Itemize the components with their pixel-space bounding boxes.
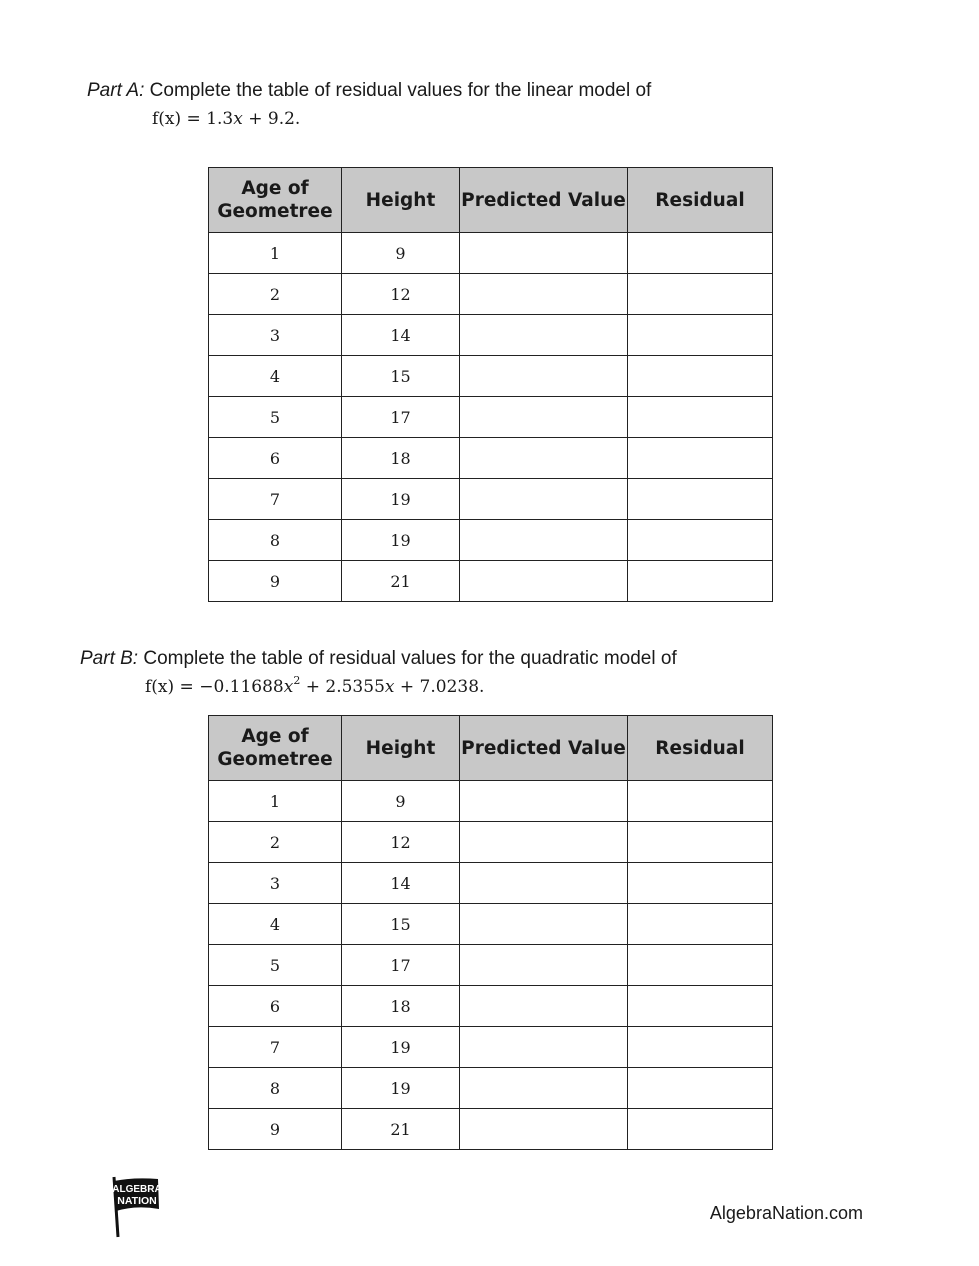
height-cell: 9 — [342, 233, 460, 274]
logo-text-line1: ALGEBRA — [112, 1184, 162, 1195]
age-cell: 9 — [209, 1109, 342, 1150]
age-cell: 4 — [209, 904, 342, 945]
height-cell: 15 — [342, 356, 460, 397]
header-age-line1: Age of — [241, 178, 309, 199]
header-age-line1: Age of — [241, 726, 309, 747]
predicted-value-cell[interactable] — [460, 904, 628, 945]
header-residual: Residual — [628, 168, 773, 233]
site-url: AlgebraNation.com — [709, 1203, 863, 1223]
predicted-value-cell[interactable] — [460, 1109, 628, 1150]
height-cell: 21 — [342, 561, 460, 602]
table-row — [209, 397, 773, 438]
predicted-value-cell[interactable] — [460, 822, 628, 863]
part-a-text: Complete the table of residual values for the linear model of — [149, 80, 652, 101]
predicted-value-cell[interactable] — [460, 520, 628, 561]
table-row — [209, 438, 773, 479]
header-height: Height — [342, 716, 460, 781]
table-row — [209, 1027, 773, 1068]
predicted-value-cell[interactable] — [460, 356, 628, 397]
table-row — [209, 561, 773, 602]
table-row — [209, 274, 773, 315]
part-b-text: Complete the table of residual values for the quadratic model of — [143, 648, 677, 669]
predicted-value-cell[interactable] — [460, 274, 628, 315]
residual-cell[interactable] — [628, 1027, 773, 1068]
part-b-prompt — [80, 647, 677, 671]
logo-text-line2: NATION — [117, 1195, 157, 1207]
residual-cell[interactable] — [628, 863, 773, 904]
part-b-formula-mid: + 2.5355 — [300, 677, 385, 697]
height-cell: 18 — [342, 986, 460, 1027]
age-cell: 7 — [209, 479, 342, 520]
part-b-formula-rhs: + 7.0238. — [394, 677, 485, 697]
part-b-formula-var: x — [283, 677, 294, 697]
part-a-formula-var: x — [233, 109, 243, 129]
age-cell: 9 — [209, 561, 342, 602]
age-cell: 2 — [209, 274, 342, 315]
height-cell: 12 — [342, 274, 460, 315]
age-cell: 8 — [209, 1068, 342, 1109]
part-b-formula-exp: 2 — [293, 674, 301, 687]
header-predicted: Predicted Value — [460, 168, 628, 233]
predicted-value-cell[interactable] — [460, 781, 628, 822]
table-row — [209, 863, 773, 904]
residual-cell[interactable] — [628, 356, 773, 397]
residual-cell[interactable] — [628, 1109, 773, 1150]
height-cell: 19 — [342, 1068, 460, 1109]
residual-cell[interactable] — [628, 986, 773, 1027]
predicted-value-cell[interactable] — [460, 863, 628, 904]
part-b-formula — [145, 674, 485, 697]
predicted-value-cell[interactable] — [460, 1068, 628, 1109]
part-b-label: Part B: — [80, 648, 139, 669]
height-cell: 9 — [342, 781, 460, 822]
header-age-line2: Geometree — [217, 201, 333, 222]
residual-cell[interactable] — [628, 945, 773, 986]
residual-cell[interactable] — [628, 438, 773, 479]
height-cell: 14 — [342, 315, 460, 356]
table-row — [209, 1109, 773, 1150]
part-b-formula-lhs: f(x) = −0.11688 — [145, 677, 284, 697]
part-a-formula-lhs: f(x) = 1.3 — [152, 109, 234, 129]
predicted-value-cell[interactable] — [460, 986, 628, 1027]
predicted-value-cell[interactable] — [460, 479, 628, 520]
algebra-nation-logo — [104, 1175, 162, 1239]
table-row — [209, 520, 773, 561]
age-cell: 6 — [209, 438, 342, 479]
part-a-formula-rhs: + 9.2. — [242, 109, 301, 129]
table-header-row — [209, 716, 773, 781]
residual-cell[interactable] — [628, 1068, 773, 1109]
predicted-value-cell[interactable] — [460, 233, 628, 274]
residual-cell[interactable] — [628, 781, 773, 822]
residual-cell[interactable] — [628, 822, 773, 863]
height-cell: 21 — [342, 1109, 460, 1150]
table-row — [209, 904, 773, 945]
predicted-value-cell[interactable] — [460, 1027, 628, 1068]
age-cell: 7 — [209, 1027, 342, 1068]
height-cell: 14 — [342, 863, 460, 904]
header-age — [209, 168, 342, 233]
table-row — [209, 356, 773, 397]
age-cell: 1 — [209, 781, 342, 822]
age-cell: 3 — [209, 315, 342, 356]
table-row — [209, 233, 773, 274]
height-cell: 12 — [342, 822, 460, 863]
table-part-b — [208, 715, 773, 1150]
residual-cell[interactable] — [628, 233, 773, 274]
age-cell: 5 — [209, 945, 342, 986]
age-cell: 4 — [209, 356, 342, 397]
height-cell: 18 — [342, 438, 460, 479]
height-cell: 19 — [342, 479, 460, 520]
age-cell: 8 — [209, 520, 342, 561]
height-cell: 19 — [342, 1027, 460, 1068]
residual-cell[interactable] — [628, 315, 773, 356]
predicted-value-cell[interactable] — [460, 945, 628, 986]
header-residual: Residual — [628, 716, 773, 781]
part-a-prompt — [87, 79, 651, 103]
header-height: Height — [342, 168, 460, 233]
residual-cell[interactable] — [628, 520, 773, 561]
residual-cell[interactable] — [628, 904, 773, 945]
age-cell: 2 — [209, 822, 342, 863]
table-part-a — [208, 167, 773, 602]
age-cell: 3 — [209, 863, 342, 904]
table-row — [209, 1068, 773, 1109]
header-predicted: Predicted Value — [460, 716, 628, 781]
table-row — [209, 781, 773, 822]
residual-cell[interactable] — [628, 561, 773, 602]
table-row — [209, 315, 773, 356]
table-row — [209, 479, 773, 520]
predicted-value-cell[interactable] — [460, 561, 628, 602]
height-cell: 17 — [342, 945, 460, 986]
height-cell: 17 — [342, 397, 460, 438]
header-age — [209, 716, 342, 781]
part-b-formula-var2: x — [384, 677, 395, 697]
age-cell: 1 — [209, 233, 342, 274]
height-cell: 19 — [342, 520, 460, 561]
header-age-line2: Geometree — [217, 749, 333, 770]
table-row — [209, 822, 773, 863]
residual-cell[interactable] — [628, 274, 773, 315]
table-header-row — [209, 168, 773, 233]
part-a-formula — [152, 109, 300, 129]
residual-cell[interactable] — [628, 479, 773, 520]
residual-cell[interactable] — [628, 397, 773, 438]
age-cell: 6 — [209, 986, 342, 1027]
predicted-value-cell[interactable] — [460, 315, 628, 356]
table-row — [209, 945, 773, 986]
predicted-value-cell[interactable] — [460, 397, 628, 438]
part-a-label: Part A: — [87, 80, 145, 101]
age-cell: 5 — [209, 397, 342, 438]
height-cell: 15 — [342, 904, 460, 945]
predicted-value-cell[interactable] — [460, 438, 628, 479]
table-row — [209, 986, 773, 1027]
